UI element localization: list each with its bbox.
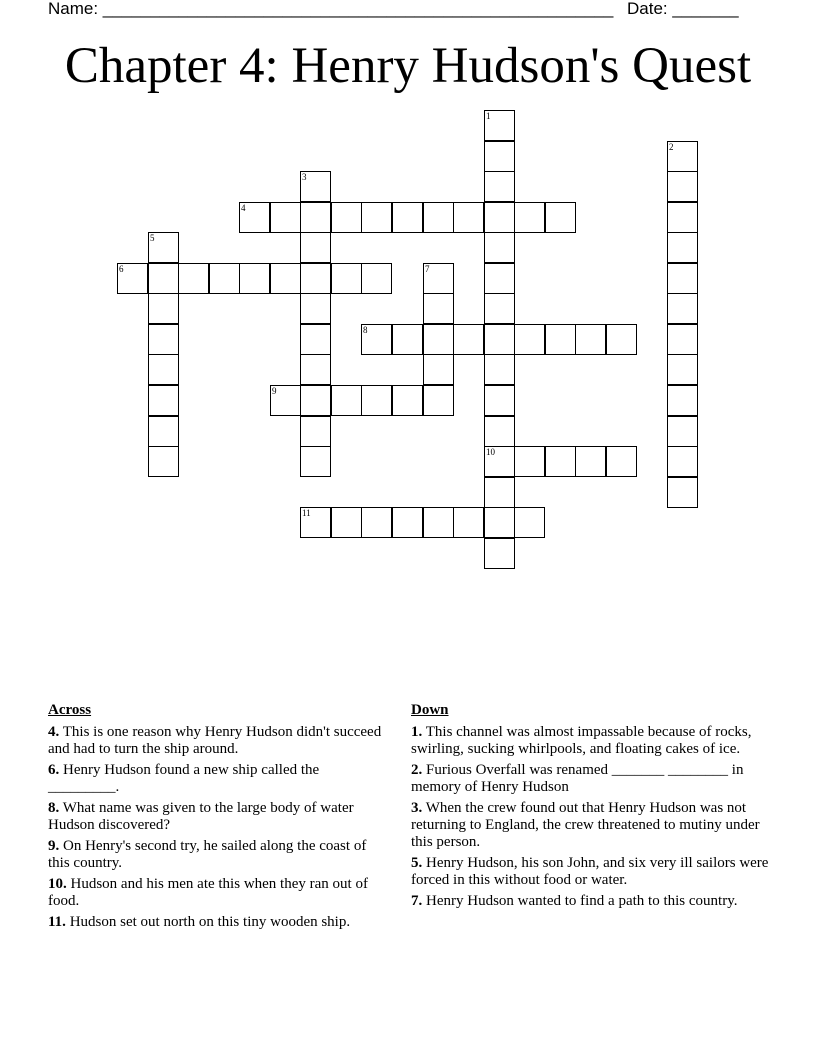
crossword-cell[interactable] (300, 324, 331, 355)
crossword-cell[interactable] (575, 446, 606, 477)
clue-number: 11 (302, 508, 311, 518)
date-field[interactable]: Date: _______ (627, 0, 739, 18)
crossword-cell[interactable] (423, 354, 454, 385)
crossword-cell[interactable] (545, 202, 576, 233)
crossword-cell[interactable] (148, 263, 179, 294)
crossword-cell[interactable] (484, 202, 515, 233)
down-clues (411, 702, 776, 914)
across-clue-8: 8. What name was given to the large body of water Hudson discovered? (48, 800, 354, 833)
crossword-cell[interactable] (484, 477, 515, 508)
crossword-cell[interactable] (606, 324, 637, 355)
across-clue-11: 11. Hudson set out north on this tiny wooden ship. (48, 914, 351, 930)
crossword-cell[interactable] (484, 385, 515, 416)
crossword-cell[interactable] (667, 171, 698, 202)
crossword-cell[interactable] (667, 477, 698, 508)
crossword-cell[interactable] (484, 354, 515, 385)
crossword-cell[interactable] (270, 263, 301, 294)
crossword-cell[interactable] (423, 263, 454, 294)
clue-number: 7 (425, 264, 430, 274)
crossword-cell[interactable] (361, 507, 392, 538)
crossword-cell[interactable] (575, 324, 606, 355)
clue-number: 6 (119, 264, 124, 274)
down-clue-1: 1. This channel was almost impassable because of rocks, swirling, sucking whirlpools, and floating cakes of ice. (411, 724, 752, 757)
across-clue-10: 10. Hudson and his men ate this when they ran out of food. (48, 876, 368, 909)
down-heading: Down (411, 702, 449, 718)
crossword-cell[interactable] (117, 263, 148, 294)
clue-number: 3 (302, 172, 307, 182)
crossword-cell[interactable] (423, 202, 454, 233)
crossword-cell[interactable] (392, 385, 423, 416)
name-field[interactable]: Name: ______________________________________________________ (48, 0, 614, 18)
crossword-cell[interactable] (300, 385, 331, 416)
crossword-cell[interactable] (453, 324, 484, 355)
crossword-cell[interactable] (667, 141, 698, 172)
crossword-cell[interactable] (667, 324, 698, 355)
crossword-cell[interactable] (300, 446, 331, 477)
crossword-cell[interactable] (484, 416, 515, 447)
crossword-cell[interactable] (667, 446, 698, 477)
crossword-cell[interactable] (484, 110, 515, 141)
crossword-cell[interactable] (606, 446, 637, 477)
crossword-cell[interactable] (453, 202, 484, 233)
crossword-cell[interactable] (453, 507, 484, 538)
clue-number: 10 (486, 447, 495, 457)
crossword-cell[interactable] (667, 416, 698, 447)
crossword-cell[interactable] (392, 507, 423, 538)
crossword-cell[interactable] (148, 385, 179, 416)
crossword-cell[interactable] (514, 202, 545, 233)
crossword-cell[interactable] (667, 232, 698, 263)
crossword-cell[interactable] (300, 171, 331, 202)
crossword-cell[interactable] (361, 202, 392, 233)
crossword-cell[interactable] (514, 324, 545, 355)
crossword-cell[interactable] (514, 446, 545, 477)
crossword-cell[interactable] (361, 263, 392, 294)
crossword-cell[interactable] (484, 538, 515, 569)
crossword-cell[interactable] (667, 202, 698, 233)
crossword-cell[interactable] (148, 354, 179, 385)
crossword-cell[interactable] (667, 263, 698, 294)
crossword-cell[interactable] (484, 446, 515, 477)
down-clue-3: 3. When the crew found out that Henry Hudson was not returning to England, the crew threatened to mutiny under this person. (411, 800, 760, 850)
crossword-cell[interactable] (514, 507, 545, 538)
crossword-cell[interactable] (667, 354, 698, 385)
crossword-cell[interactable] (178, 263, 209, 294)
across-clues (48, 702, 388, 935)
crossword-cell[interactable] (484, 141, 515, 172)
crossword-cell[interactable] (239, 263, 270, 294)
clue-number: 9 (272, 386, 277, 396)
crossword-cell[interactable] (423, 293, 454, 324)
across-clue-9: 9. On Henry's second try, he sailed along the coast of this country. (48, 838, 367, 871)
clue-number: 2 (669, 142, 674, 152)
crossword-cell[interactable] (423, 324, 454, 355)
clue-number: 8 (363, 325, 368, 335)
across-clue-4: 4. This is one reason why Henry Hudson didn't succeed and had to turn the ship around. (48, 724, 382, 757)
crossword-cell[interactable] (392, 202, 423, 233)
crossword-cell[interactable] (392, 324, 423, 355)
crossword-cell[interactable] (484, 324, 515, 355)
crossword-cell[interactable] (300, 293, 331, 324)
crossword-cell[interactable] (300, 416, 331, 447)
across-heading: Across (48, 702, 92, 718)
crossword-cell[interactable] (423, 507, 454, 538)
crossword-cell[interactable] (300, 354, 331, 385)
crossword-cell[interactable] (148, 293, 179, 324)
clue-number: 1 (486, 111, 491, 121)
down-clue-5: 5. Henry Hudson, his son John, and six very ill sailors were forced in this without food or water. (411, 855, 769, 888)
page-title: Chapter 4: Henry Hudson's Quest (64, 38, 752, 94)
crossword-cell[interactable] (148, 324, 179, 355)
down-clue-2: 2. Furious Overfall was renamed _______ ________ in memory of Henry Hudson (411, 762, 744, 795)
crossword-cell[interactable] (148, 446, 179, 477)
crossword-cell[interactable] (484, 263, 515, 294)
crossword-cell[interactable] (300, 232, 331, 263)
clue-number: 4 (241, 203, 246, 213)
crossword-cell[interactable] (484, 293, 515, 324)
crossword-cell[interactable] (148, 232, 179, 263)
crossword-cell[interactable] (270, 202, 301, 233)
crossword-cell[interactable] (667, 293, 698, 324)
crossword-cell[interactable] (331, 385, 362, 416)
crossword-cell[interactable] (361, 385, 392, 416)
crossword-cell[interactable] (270, 385, 301, 416)
across-clue-6: 6. Henry Hudson found a new ship called the _________. (48, 762, 320, 795)
crossword-cell[interactable] (300, 202, 331, 233)
down-clue-7: 7. Henry Hudson wanted to find a path to this country. (411, 893, 738, 909)
crossword-cell[interactable] (667, 385, 698, 416)
crossword-cell[interactable] (300, 263, 331, 294)
crossword-cell[interactable] (545, 446, 576, 477)
clue-number: 5 (150, 233, 155, 243)
crossword-cell[interactable] (545, 324, 576, 355)
crossword-cell[interactable] (484, 507, 515, 538)
crossword-cell[interactable] (148, 416, 179, 447)
crossword-cell[interactable] (331, 202, 362, 233)
crossword-cell[interactable] (331, 507, 362, 538)
crossword-cell[interactable] (331, 263, 362, 294)
crossword-cell[interactable] (300, 507, 331, 538)
crossword-cell[interactable] (484, 232, 515, 263)
crossword-cell[interactable] (209, 263, 240, 294)
crossword-cell[interactable] (239, 202, 270, 233)
crossword-cell[interactable] (361, 324, 392, 355)
crossword-cell[interactable] (423, 385, 454, 416)
crossword-cell[interactable] (484, 171, 515, 202)
